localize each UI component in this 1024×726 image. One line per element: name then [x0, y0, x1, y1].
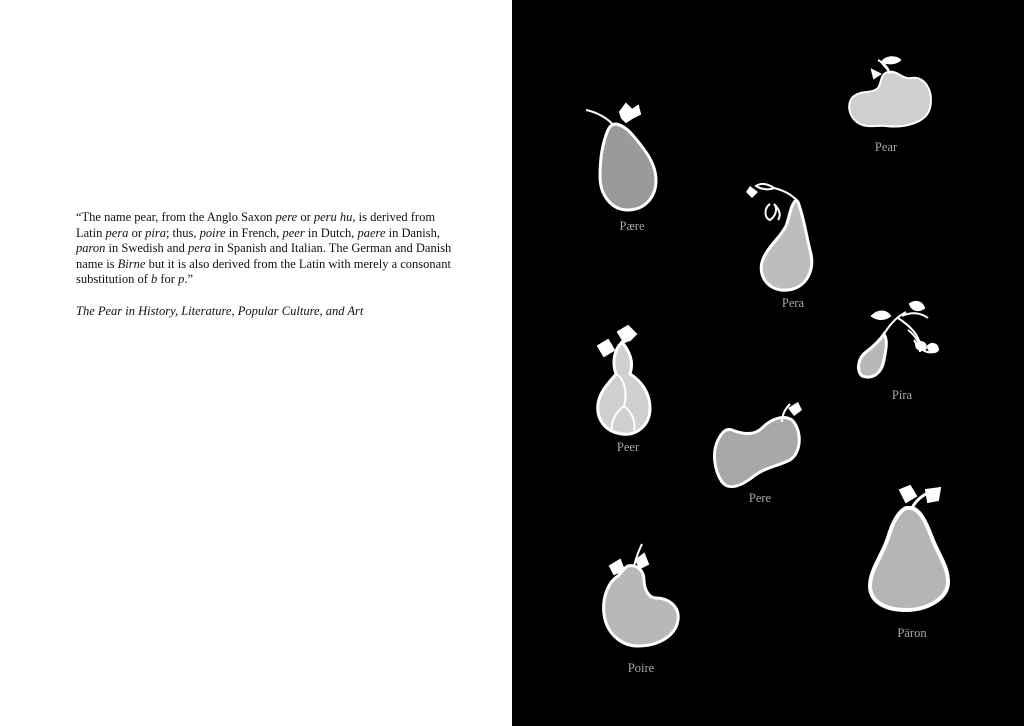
pear-drawing-peer — [584, 322, 669, 440]
quote-source: The Pear in History, Literature, Popular Culture, and Art — [76, 304, 364, 318]
pear-label-pear: Pear — [874, 140, 898, 154]
pear-label-paron: Päron — [897, 626, 927, 640]
pear-drawing-pear — [842, 52, 942, 134]
quote-italic-term: paron — [76, 241, 106, 256]
quote-italic-term: poire — [199, 225, 226, 240]
quote-italic-term: pira — [145, 225, 166, 240]
right-page — [512, 0, 1024, 726]
pear-drawing-paere — [582, 100, 672, 215]
quote-italic-term: paere — [357, 225, 386, 240]
pear-label-pera: Pera — [781, 296, 805, 310]
quote-italic-term: b — [151, 272, 158, 287]
pear-etymology-quote — [76, 210, 456, 288]
pear-drawing-paron — [864, 486, 956, 614]
pear-label-peer: Peer — [616, 440, 640, 454]
quote-text: in French, — [225, 225, 283, 240]
pear-label-pira: Pira — [891, 388, 913, 402]
pear-drawing-poire — [596, 540, 688, 652]
quote-text: in Danish, — [385, 225, 444, 240]
quote-text: but it is also derived from the Latin with merely a consonant substitution of — [76, 256, 455, 287]
pear-label-poire: Poire — [627, 661, 655, 675]
pear-drawing-pere — [708, 400, 808, 488]
quote-text: or — [297, 210, 314, 224]
quote-text: , is derived from Latin — [76, 210, 439, 240]
pear-drawing-pera — [740, 178, 840, 293]
quote-italic-term: pera — [188, 241, 211, 256]
pear-label-paere: Pære — [619, 219, 645, 233]
quote-text: in Dutch, — [304, 225, 358, 240]
quote-text: .” — [184, 272, 194, 287]
quote-text: “The name pear, from the Anglo Saxon — [76, 210, 276, 224]
quote-italic-term: pera — [105, 225, 129, 240]
quote-italic-term: pere — [275, 210, 298, 224]
quote-text: or — [128, 225, 146, 240]
pear-label-pere: Pere — [748, 491, 772, 505]
quote-italic-term: peru hu — [313, 210, 353, 224]
quote-italic-term: peer — [282, 225, 305, 240]
quote-italic-term: Birne — [117, 256, 146, 271]
quote-text: ; thus, — [165, 225, 200, 240]
quote-text: in Swedish and — [105, 241, 189, 256]
quote-italic-term: p — [178, 272, 185, 287]
quote-text: in Spanish and Italian. The German and Danish name is — [76, 241, 455, 271]
quote-text: for — [157, 272, 179, 287]
pear-drawing-pira — [854, 300, 944, 385]
